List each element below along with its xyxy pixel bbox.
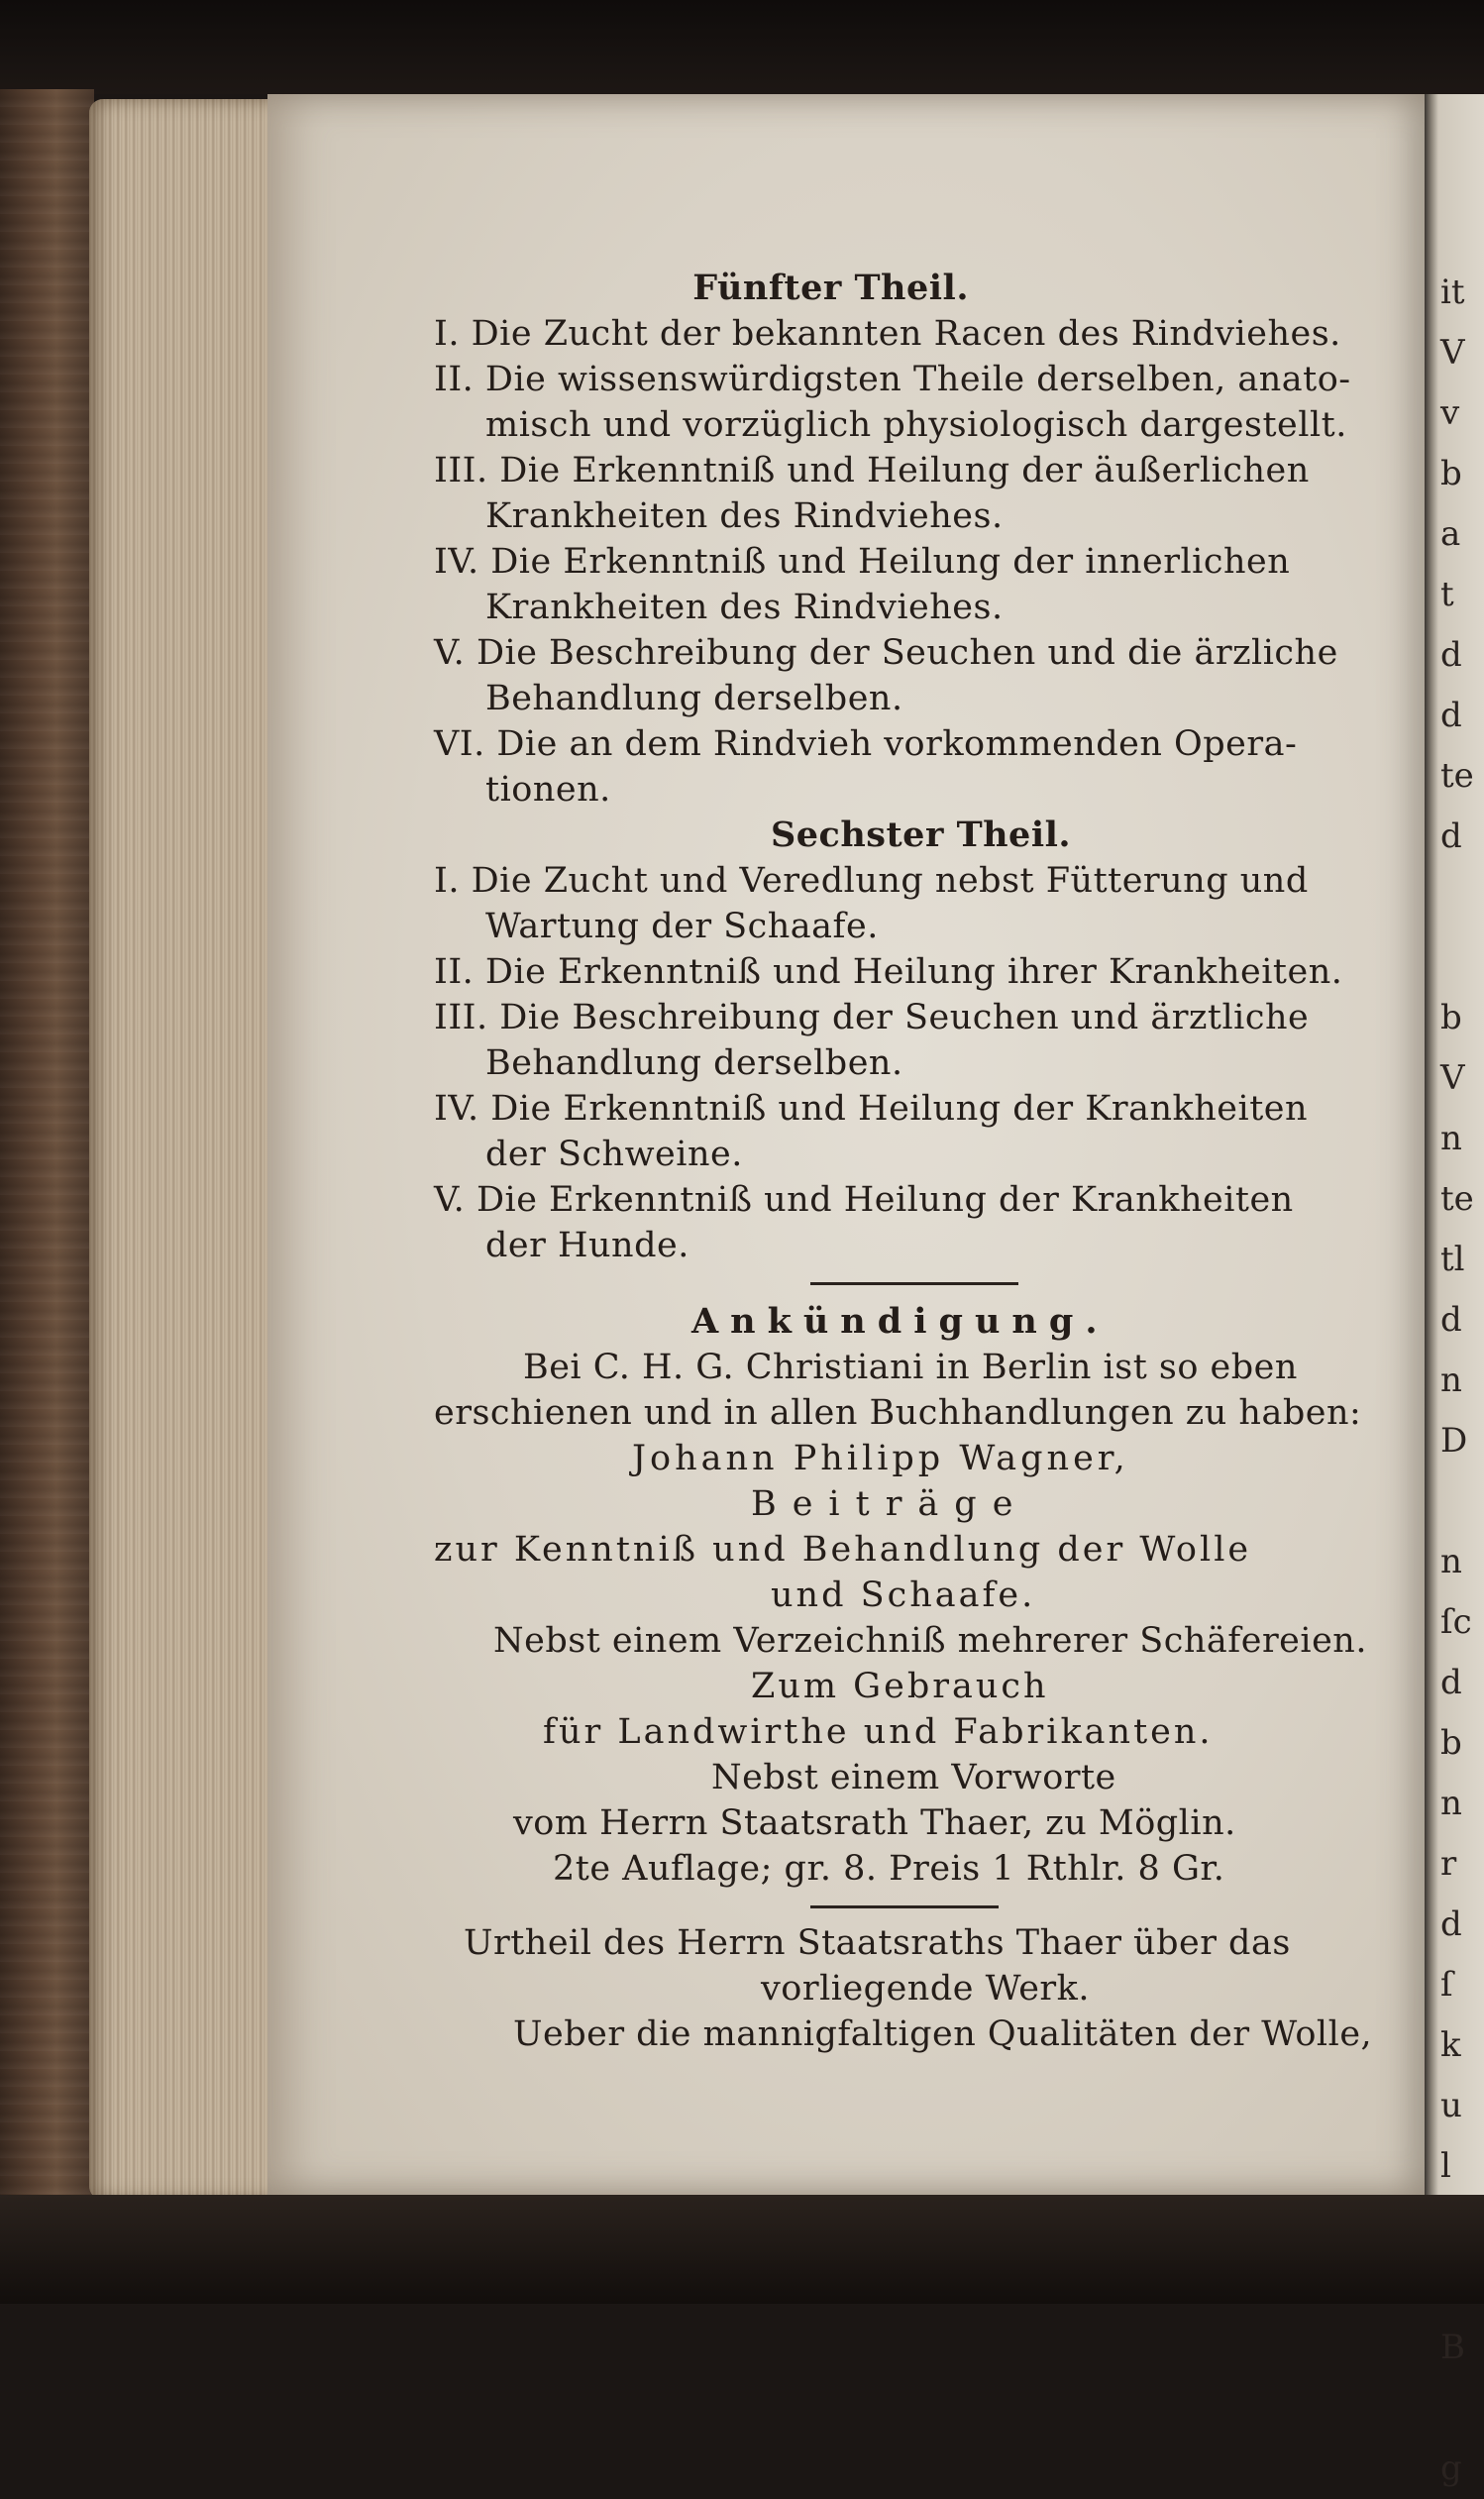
list-item bbox=[434, 858, 1385, 904]
item-text: Die wissenswürdigsten Theile derselben, anato- bbox=[484, 360, 1351, 399]
item-number: IV. bbox=[434, 1089, 479, 1129]
announcement-heading: Ankündigung. bbox=[691, 1301, 1110, 1342]
item-number: I. bbox=[434, 314, 460, 354]
page-gutter bbox=[1425, 94, 1438, 2200]
item-text: Die Erkenntniß und Heilung der äußerlichen bbox=[499, 451, 1310, 490]
review-text: Ueber die mannigfaltigen Qualitäten der Wolle, bbox=[513, 2014, 1373, 2054]
item-number: II. bbox=[434, 360, 475, 399]
book-cover-edge bbox=[0, 89, 94, 2299]
list-item bbox=[434, 311, 1385, 357]
item-number: I. bbox=[434, 861, 460, 901]
book-subtitle: Nebst einem Vorworte bbox=[711, 1758, 1116, 1797]
item-continuation: misch und vorzüglich physiologisch dargestellt. bbox=[485, 405, 1347, 445]
item-text: Die Beschreibung der Seuchen und die ärzliche bbox=[476, 633, 1338, 673]
background-top bbox=[0, 0, 1484, 94]
item-number: VI. bbox=[434, 724, 485, 764]
item-number: III. bbox=[434, 998, 488, 1037]
item-continuation: tionen. bbox=[485, 770, 611, 810]
background-bottom bbox=[0, 2195, 1484, 2304]
divider-rule bbox=[810, 1282, 1018, 1285]
divider-rule bbox=[810, 1905, 999, 1908]
review-heading: Urtheil des Herrn Staatsraths Thaer über das bbox=[464, 1923, 1291, 1963]
item-text: Die Erkenntniß und Heilung der innerlichen bbox=[490, 542, 1291, 582]
item-continuation: Krankheiten des Rindviehes. bbox=[485, 496, 1004, 536]
item-number: V. bbox=[434, 633, 466, 673]
item-number: III. bbox=[434, 451, 488, 490]
book-subtitle: Nebst einem Verzeichniß mehrerer Schäfereien. bbox=[493, 1621, 1367, 1661]
book-author: Johann Philipp Wagner, bbox=[632, 1439, 1129, 1478]
item-continuation: Behandlung derselben. bbox=[485, 679, 903, 718]
list-item bbox=[434, 1086, 1385, 1132]
section-heading: Fünfter Theil. bbox=[692, 268, 969, 308]
item-text: Die Beschreibung der Seuchen und ärztliche bbox=[499, 998, 1310, 1037]
item-number: II. bbox=[434, 952, 475, 992]
item-continuation: der Schweine. bbox=[485, 1135, 743, 1174]
item-text: Die Erkenntniß und Heilung ihrer Krankheiten. bbox=[484, 952, 1343, 992]
item-text: Die Zucht der bekannten Racen des Rindviehes. bbox=[471, 314, 1341, 354]
item-text: Die Erkenntniß und Heilung der Krankheiten bbox=[476, 1180, 1294, 1220]
item-text: Die an dem Rindvieh vorkommenden Opera- bbox=[496, 724, 1298, 764]
section-heading: Sechster Theil. bbox=[771, 815, 1072, 855]
list-item bbox=[434, 539, 1385, 585]
book-subtitle: für Landwirthe und Fabrikanten. bbox=[543, 1712, 1214, 1752]
review-heading: vorliegende Werk. bbox=[761, 1969, 1090, 2009]
page-text bbox=[434, 266, 1385, 2057]
item-text: Die Erkenntniß und Heilung der Krankheiten bbox=[490, 1089, 1309, 1129]
book-subtitle: Zum Gebrauch bbox=[751, 1667, 1049, 1706]
book-title-line: und Schaafe. bbox=[771, 1575, 1036, 1615]
list-item bbox=[434, 949, 1385, 995]
item-continuation: der Hunde. bbox=[485, 1226, 689, 1265]
item-text: Die Zucht und Veredlung nebst Fütterung und bbox=[471, 861, 1309, 901]
list-item bbox=[434, 357, 1385, 402]
book-subtitle: vom Herrn Staatsrath Thaer, zu Möglin. bbox=[513, 1803, 1236, 1843]
edition-price: 2te Auflage; gr. 8. Preis 1 Rthlr. 8 Gr. bbox=[553, 1849, 1225, 1889]
page-edges bbox=[89, 99, 277, 2200]
book-title-line: zur Kenntniß und Behandlung der Wolle bbox=[434, 1530, 1252, 1570]
facing-page bbox=[1438, 94, 1484, 2488]
item-continuation: Behandlung derselben. bbox=[485, 1043, 903, 1083]
list-item bbox=[434, 630, 1385, 676]
facing-page-letters: it V v b a t d d te d b V n te tl d n D n ſc d b n r d ſ k u l B g bbox=[1440, 272, 1474, 2488]
item-continuation: Wartung der Schaafe. bbox=[485, 907, 879, 946]
availability-line: erschienen und in allen Buchhandlungen zu haben: bbox=[434, 1393, 1362, 1433]
item-number: V. bbox=[434, 1180, 466, 1220]
list-item bbox=[434, 721, 1385, 767]
list-item bbox=[434, 1177, 1385, 1223]
list-item bbox=[434, 995, 1385, 1040]
publisher-line: Bei C. H. G. Christiani in Berlin ist so eben bbox=[523, 1348, 1298, 1387]
item-continuation: Krankheiten des Rindviehes. bbox=[485, 588, 1004, 627]
book-title-word: Beiträge bbox=[751, 1484, 1029, 1524]
item-number: IV. bbox=[434, 542, 479, 582]
list-item bbox=[434, 448, 1385, 493]
